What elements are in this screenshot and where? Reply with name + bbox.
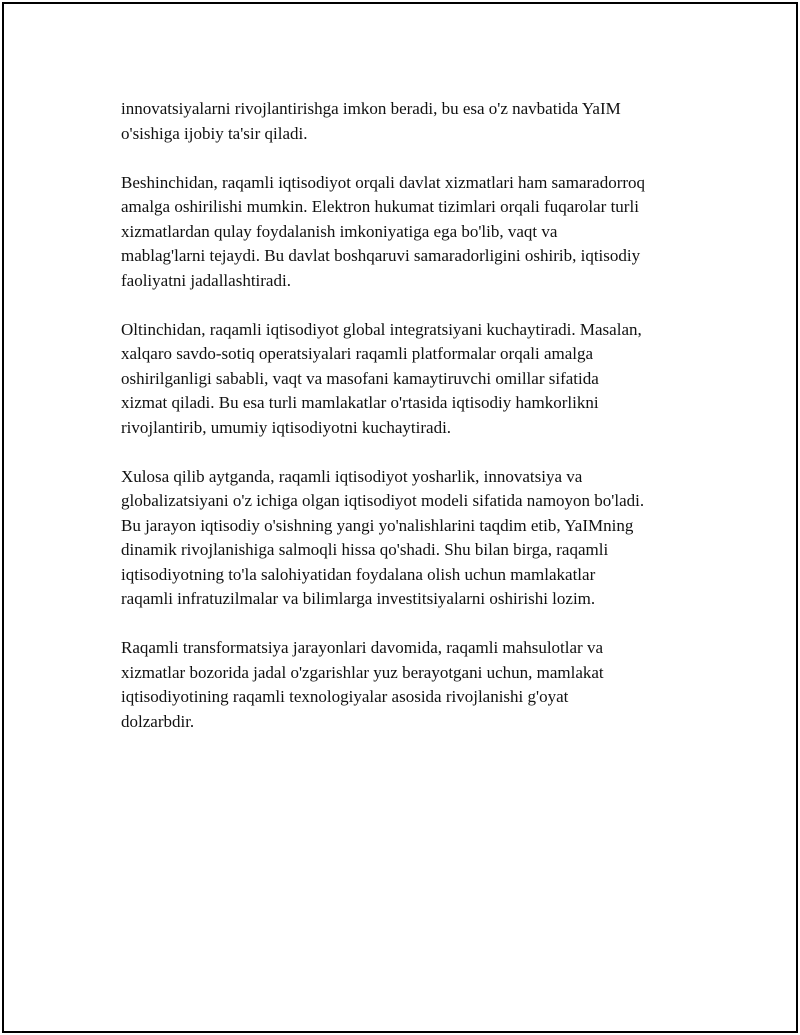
document-page xyxy=(2,2,798,1033)
paragraph-final: Raqamli transformatsiya jarayonlari davomida, raqamli mahsulotlar va xizmatlar bozorida jadal o'zgarishlar yuz berayotgani uchun, mamlakat iqtisodiyotining raqamli texnologiyalar asosida rivojlanishi g'oyat dolzarbdir. xyxy=(121,638,604,731)
paragraph-conclusion: Xulosa qilib aytganda, raqamli iqtisodiyot yosharlik, innovatsiya va globalizatsiyani o'z ichiga olgan iqtisodiyot modeli sifatida namoyon bo'ladi. Bu jarayon iqtisodiy o'sishning yangi yo'nalishlarini taqdim etib, YaIMning dinamik rivojlanishiga salmoqli hissa qo'shadi. Shu bilan birga, raqamli iqtisodiyotning to'la salohiyatidan foydalana olish uchun mamlakatlar raqamli infratuzilmalar va bilimlarga investitsiyalarni oshirishi lozim. xyxy=(121,466,645,608)
paragraph-sixth-point: Oltinchidan, raqamli iqtisodiyot global integratsiyani kuchaytiradi. Masalan, xalqaro savdo-sotiq operatsiyalari raqamli platformalar orqali amalga oshirilganligi sababli, vaqt va masofani kamaytiruvchi omillar sifatida xizmat qiladi. Bu esa turli mamlakatlar o'rtasida iqtisodiy hamkorlikni rivojlantirib, umumiy iqtisodiyotni kuchaytiradi. xyxy=(121,319,642,437)
document-body xyxy=(121,97,701,759)
paragraph-continuation: innovatsiyalarni rivojlantirishga imkon beradi, bu esa o'z navbatida YaIM o'sishiga ijobiy ta'sir qiladi. xyxy=(121,99,621,143)
paragraph-fifth-point: Beshinchidan, raqamli iqtisodiyot orqali davlat xizmatlari ham samaradorroq amalga oshirilishi mumkin. Elektron hukumat tizimlari orqali fuqarolar turli xizmatlardan qulay foydalanish imkoniyatiga ega bo'lib, vaqt va mablag'larni tejaydi. Bu davlat boshqaruvi samaradorligini oshirib, iqtisodiy faoliyatni jadallashtiradi. xyxy=(121,172,646,290)
